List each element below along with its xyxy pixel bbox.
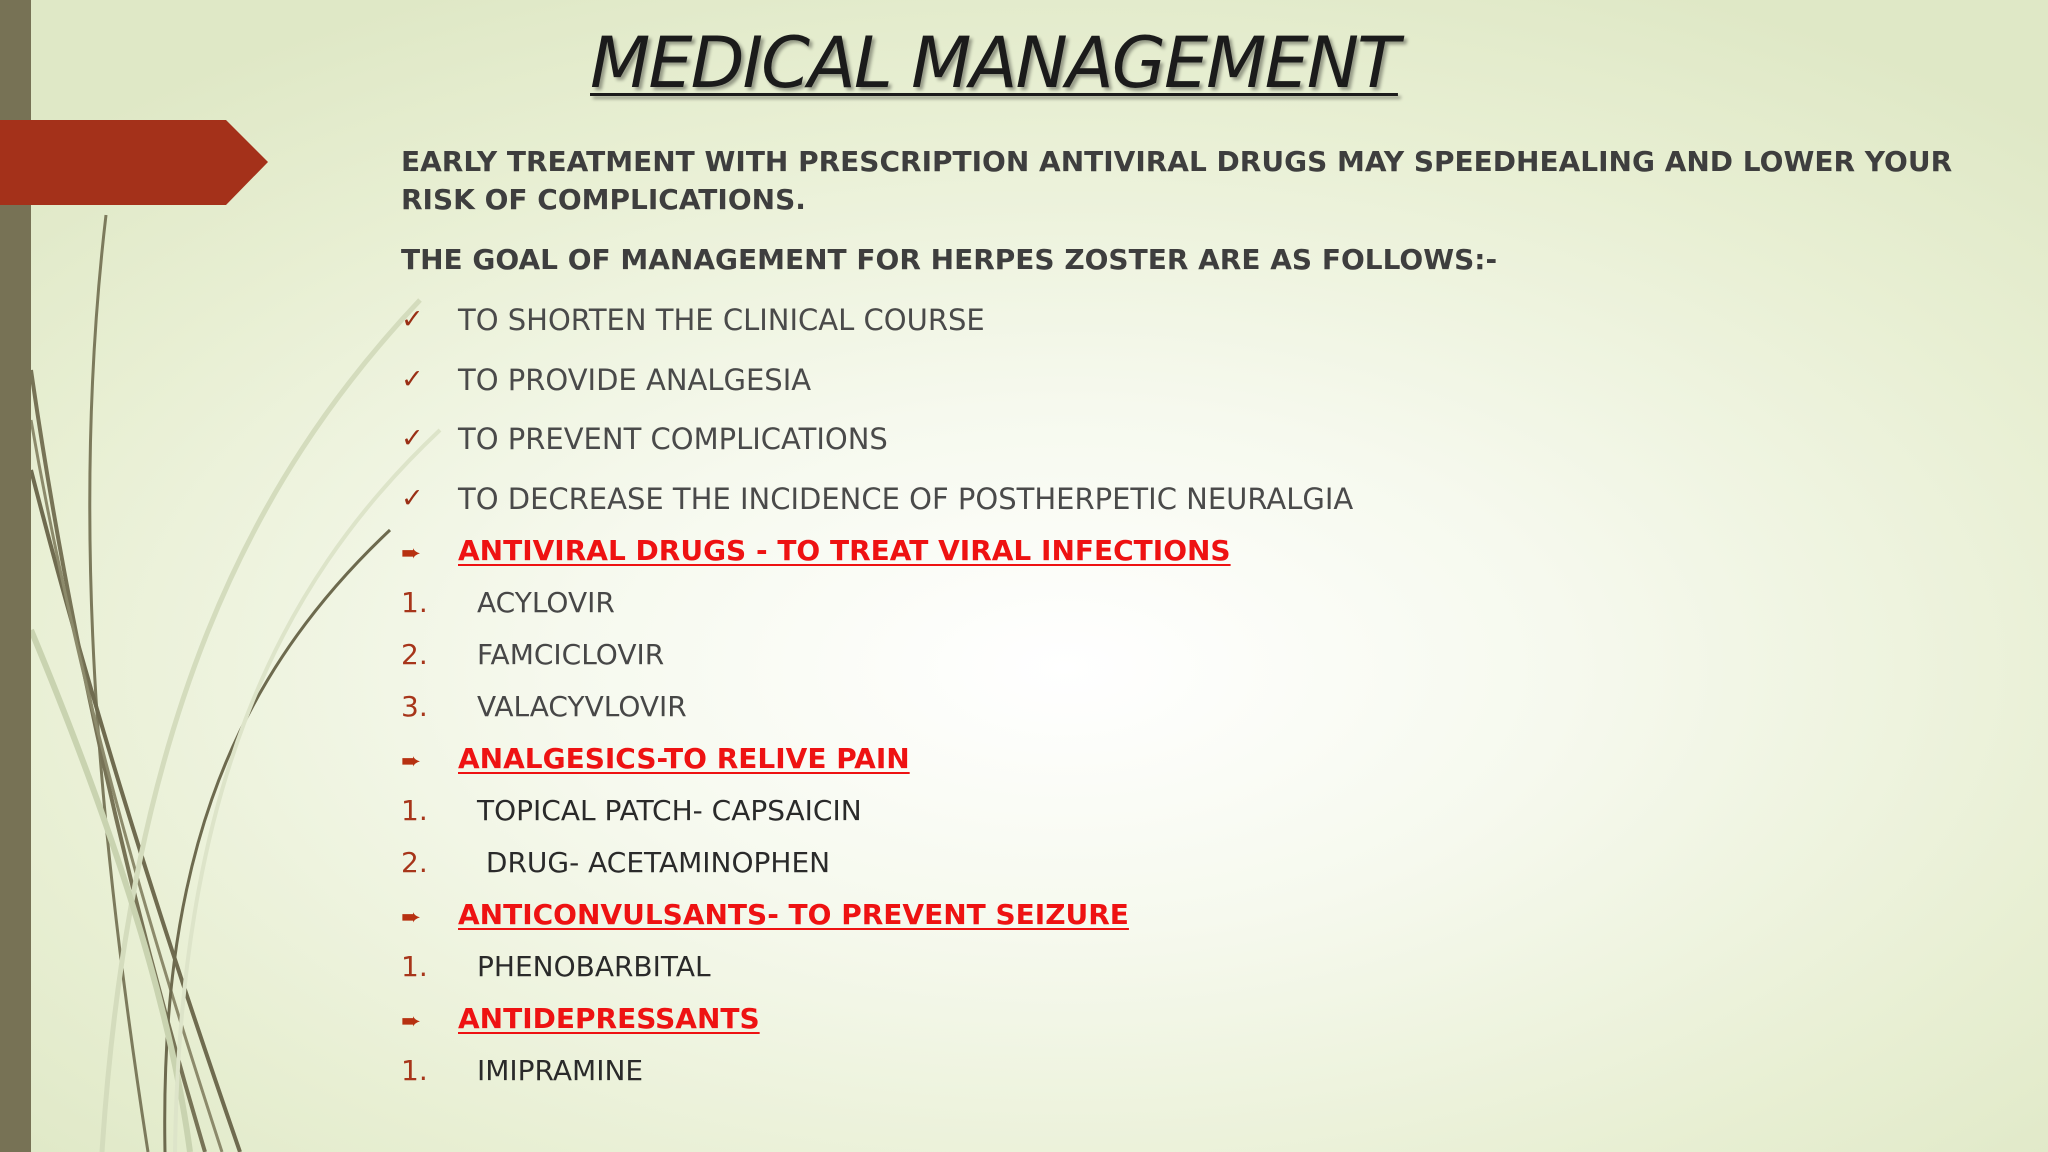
check-icon: ✓	[401, 483, 424, 514]
item-text: FAMCICLOVIR	[477, 638, 665, 671]
item-text: DRUG- ACETAMINOPHEN	[477, 846, 831, 879]
goal-text: TO PROVIDE ANALGESIA	[458, 363, 812, 397]
item-number: 1.	[401, 1054, 428, 1087]
item-text: PHENOBARBITAL	[477, 950, 711, 983]
slide-title: MEDICAL MANAGEMENT	[590, 22, 1398, 104]
item-text: VALACYVLOVIR	[477, 690, 687, 723]
arrow-bullet-icon: ➨	[401, 747, 422, 775]
category-heading: ANALGESICS-TO RELIVE PAIN	[458, 742, 910, 775]
category-heading: ANTIDEPRESSANTS	[458, 1002, 760, 1035]
goal-heading: THE GOAL OF MANAGEMENT FOR HERPES ZOSTER ARE AS FOLLOWS:-	[401, 243, 1498, 276]
goal-text: TO PREVENT COMPLICATIONS	[458, 422, 888, 456]
item-number: 2.	[401, 846, 428, 879]
category-heading: ANTIVIRAL DRUGS - TO TREAT VIRAL INFECTIONS	[458, 534, 1231, 567]
item-text: ACYLOVIR	[477, 586, 615, 619]
arrow-bullet-icon: ➨	[401, 539, 422, 567]
arrow-bullet-icon: ➨	[401, 1007, 422, 1035]
category-heading: ANTICONVULSANTS- TO PREVENT SEIZURE	[458, 898, 1129, 931]
item-number: 1.	[401, 586, 428, 619]
item-text: TOPICAL PATCH- CAPSAICIN	[477, 794, 862, 827]
intro-text-line-2: RISK OF COMPLICATIONS.	[401, 183, 806, 216]
arrow-bullet-icon: ➨	[401, 903, 422, 931]
intro-text-line-1: EARLY TREATMENT WITH PRESCRIPTION ANTIVIRAL DRUGS MAY SPEEDHEALING AND LOWER YOUR	[401, 145, 1953, 178]
goal-text: TO DECREASE THE INCIDENCE OF POSTHERPETIC NEURALGIA	[458, 482, 1354, 516]
item-number: 3.	[401, 690, 428, 723]
item-number: 1.	[401, 950, 428, 983]
check-icon: ✓	[401, 304, 424, 335]
item-text: IMIPRAMINE	[477, 1054, 644, 1087]
item-number: 2.	[401, 638, 428, 671]
item-number: 1.	[401, 794, 428, 827]
check-icon: ✓	[401, 423, 424, 454]
goal-text: TO SHORTEN THE CLINICAL COURSE	[458, 303, 985, 337]
red-arrow-tab	[0, 120, 268, 205]
check-icon: ✓	[401, 364, 424, 395]
